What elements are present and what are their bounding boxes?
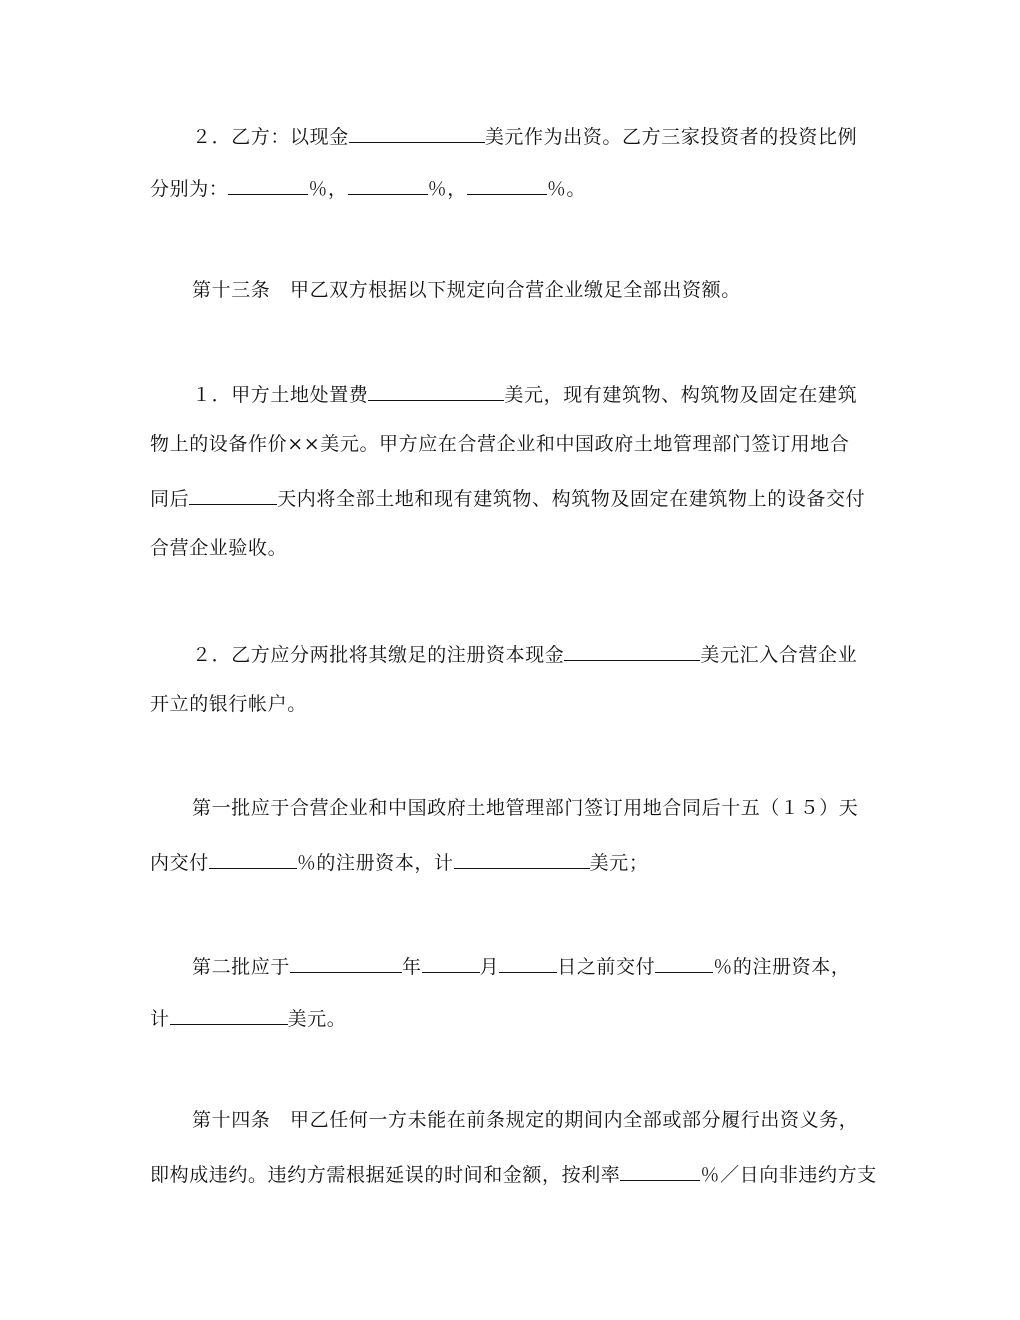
text-segment: ％，: [427, 178, 467, 200]
article-heading: [192, 278, 741, 302]
fill-in-blank[interactable]: [655, 952, 713, 973]
fill-in-blank[interactable]: [348, 174, 428, 195]
text-segment: 美元。: [287, 1008, 347, 1030]
text-line: [150, 174, 586, 201]
text-line: [192, 122, 857, 149]
fill-in-blank[interactable]: [228, 174, 308, 195]
article-heading: [192, 1108, 858, 1132]
text-segment: 开立的银行帐户。: [150, 693, 307, 715]
text-segment: ２．乙方：以现金: [192, 126, 349, 148]
text-line: [192, 380, 857, 407]
text-segment: 同后: [150, 488, 190, 510]
text-line: [192, 796, 858, 820]
text-segment: 合营企业验收。: [150, 537, 288, 559]
fill-in-blank[interactable]: [564, 640, 700, 661]
text-line: [150, 1160, 877, 1187]
text-segment: ％。: [546, 178, 587, 200]
text-line: [150, 692, 307, 716]
text-segment: 日之前交付: [557, 956, 656, 978]
text-line: [150, 1004, 346, 1031]
text-segment: ２．乙方应分两批将其缴足的注册资本现金: [192, 644, 565, 666]
text-line: [192, 640, 857, 667]
text-segment: 第十四条 甲乙任何一方未能在前条规定的期间内全部或部分履行出资义务，: [192, 1109, 859, 1131]
text-segment: 第二批应于: [192, 956, 291, 978]
fill-in-blank[interactable]: [620, 1160, 700, 1181]
text-segment: 物上的设备作价××美元。甲方应在合营企业和中国政府土地管理部门签订用地合: [150, 433, 850, 455]
fill-in-blank[interactable]: [454, 848, 590, 869]
text-segment: 美元，现有建筑物、构筑物及固定在建筑: [504, 384, 858, 406]
text-segment: 即构成违约。违约方需根据延误的时间和金额，按利率: [150, 1164, 621, 1186]
text-segment: 第十三条 甲乙双方根据以下规定向合营企业缴足全部出资额。: [192, 279, 741, 301]
text-segment: 年: [402, 956, 422, 978]
fill-in-blank[interactable]: [422, 952, 480, 973]
text-segment: ％的注册资本，计: [296, 852, 454, 874]
text-line: [150, 536, 287, 560]
text-segment: 内交付: [150, 852, 209, 874]
text-segment: 天内将全部土地和现有建筑物、构筑物及固定在建筑物上的设备交付: [277, 488, 866, 510]
text-segment: ％的注册资本，: [713, 956, 851, 978]
fill-in-blank[interactable]: [170, 1004, 288, 1025]
text-segment: 月: [479, 956, 500, 978]
text-line: [150, 432, 849, 456]
text-segment: 计: [150, 1008, 170, 1030]
text-segment: １．甲方土地处置费: [192, 384, 369, 406]
text-segment: 美元作为出资。乙方三家投资者的投资比例: [484, 126, 858, 148]
text-segment: ％，: [308, 178, 348, 200]
fill-in-blank[interactable]: [368, 380, 504, 401]
fill-in-blank[interactable]: [467, 174, 547, 195]
text-line: [192, 952, 850, 979]
fill-in-blank[interactable]: [290, 952, 402, 973]
text-segment: 第一批应于合营企业和中国政府土地管理部门签订用地合同后十五（１５）天: [192, 797, 859, 819]
text-segment: 美元汇入合营企业: [700, 644, 858, 666]
text-segment: ％／日向非违约方支: [700, 1164, 877, 1186]
fill-in-blank[interactable]: [349, 122, 485, 143]
text-segment: 美元；: [589, 852, 649, 874]
fill-in-blank[interactable]: [189, 484, 277, 505]
fill-in-blank[interactable]: [499, 952, 557, 973]
text-segment: 分别为：: [150, 178, 229, 200]
fill-in-blank[interactable]: [209, 848, 297, 869]
text-line: [150, 484, 865, 511]
text-line: [150, 848, 648, 875]
